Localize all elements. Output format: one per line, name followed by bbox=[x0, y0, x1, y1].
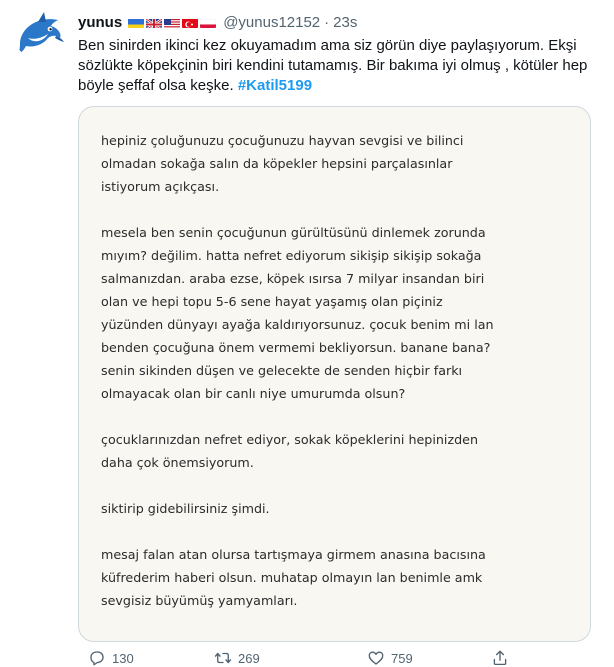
reply-icon bbox=[88, 649, 106, 667]
like-count: 759 bbox=[391, 650, 413, 666]
tweet-timestamp[interactable]: 23s bbox=[333, 13, 358, 31]
flag-emojis bbox=[128, 17, 216, 28]
share-button[interactable] bbox=[491, 649, 509, 667]
screenshot-paragraph: mesaj falan atan olursa tartışmaya girmem anasına bacısına küfrederim haberi olsun. muhatap olmayın lan benimle amk sevgisiz büyümüş yamyamları. bbox=[101, 547, 486, 608]
screenshot-paragraph: siktirip gidebilirsiniz şimdi. bbox=[101, 501, 270, 516]
retweet-icon bbox=[214, 649, 232, 667]
usa-flag-icon bbox=[164, 17, 180, 28]
tweet-text bbox=[78, 36, 593, 96]
turkey-flag-icon bbox=[182, 17, 198, 28]
separator-dot: · bbox=[324, 13, 330, 31]
tweet-media-image[interactable] bbox=[78, 106, 591, 642]
poland-flag-icon bbox=[200, 17, 216, 28]
screenshot-text bbox=[101, 129, 501, 635]
tweet-body: Ben sinirden ikinci kez okuyamadım ama siz görün diye paylaşıyorum. Ekşi sözlükte köpekçinin biri kendini tutamamış. Bir bakıma iyi olmuş , kötüler hep böyle şeffaf olsa keşke. bbox=[78, 37, 588, 94]
like-button[interactable] bbox=[367, 649, 413, 667]
share-icon bbox=[491, 649, 509, 667]
author-handle[interactable]: @yunus12152 bbox=[223, 13, 321, 31]
ukraine-flag-icon bbox=[128, 17, 144, 28]
heart-icon bbox=[367, 649, 385, 667]
screenshot-paragraph: hepiniz çoluğunuzu çocuğunuzu hayvan sevgisi ve bilinci olmadan sokağa salın da köpekler hepsini parçalasınlar istiyorum açıkçası. bbox=[101, 133, 464, 194]
reply-count: 130 bbox=[112, 650, 134, 666]
hashtag-link[interactable]: #Katil5199 bbox=[237, 77, 313, 94]
screenshot-paragraph: çocuklarınızdan nefret ediyor, sokak köpeklerini hepinizden daha çok önemsiyorum. bbox=[101, 432, 479, 470]
reply-button[interactable] bbox=[88, 649, 134, 667]
tweet-actions bbox=[78, 646, 608, 667]
retweet-count: 269 bbox=[238, 650, 260, 666]
screenshot-paragraph: mesela ben senin çocuğunun gürültüsünü dinlemek zorunda mıyım? değilim. hatta nefret ediyorum sikişip sikişip sokağa salmanızdan. araba ezse, köpek ısırsa 7 milyar insandan biri olan ve hepi topu 5-6 sene hayat yaşamış olan piçiniz yüzünden dünyayı ayağa kaldırıyorsunuz. çocuk benim mi lan benden çocuğuna önem vermemi bekliyorsun. banane bana? senin sikinden düşen ve gelecekte de senden hiçbir farkı olmayacak olan bir canlı niye umurumda olsun? bbox=[101, 225, 494, 401]
avatar[interactable] bbox=[14, 8, 66, 60]
author-name[interactable]: yunus bbox=[78, 13, 123, 31]
dolphin-avatar-icon bbox=[14, 8, 66, 60]
retweet-button[interactable] bbox=[214, 649, 260, 667]
tweet-header bbox=[78, 12, 357, 32]
uk-flag-icon bbox=[146, 17, 162, 28]
